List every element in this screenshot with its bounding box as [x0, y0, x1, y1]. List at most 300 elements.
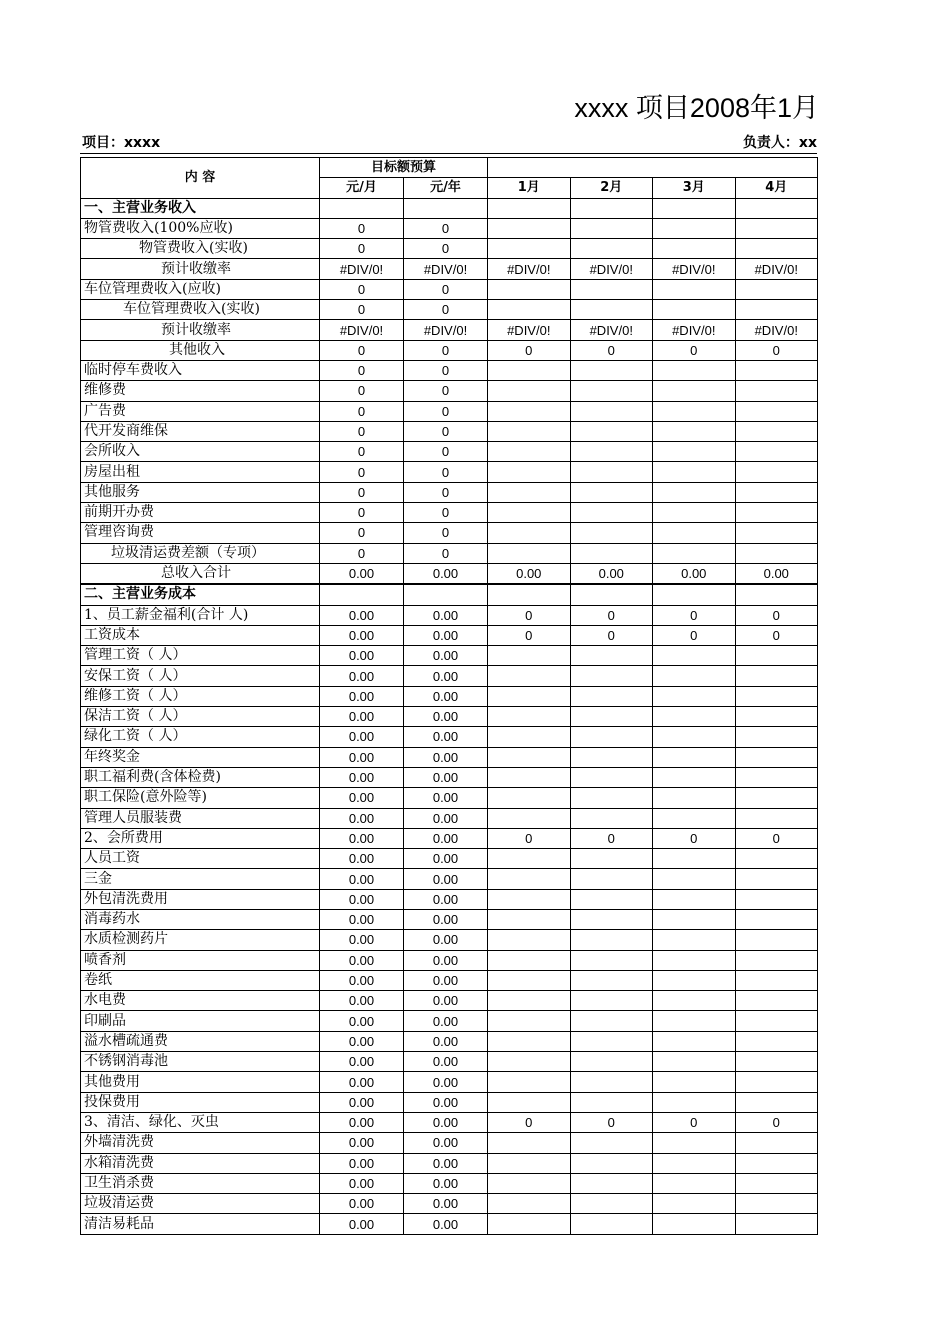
row-label: 前期开办费 [81, 503, 320, 523]
table-cell [735, 666, 818, 686]
table-cell [488, 543, 571, 563]
table-cell [735, 218, 818, 238]
table-cell [735, 503, 818, 523]
row-label: 外包清洗费用 [81, 889, 320, 909]
table-cell: #DIV/0! [653, 259, 736, 279]
row-label: 年终奖金 [81, 747, 320, 767]
row-label: 垃圾清运费差额（专项） [81, 543, 320, 563]
table-cell: 0.00 [404, 563, 488, 584]
table-row [81, 198, 818, 218]
table-cell: 0.00 [404, 1133, 488, 1153]
row-label: 垃圾清运费 [81, 1194, 320, 1214]
table-cell [570, 442, 653, 462]
table-cell: 0 [320, 218, 404, 238]
table-cell [653, 1214, 736, 1234]
table-cell [488, 991, 571, 1011]
table-cell: 0 [653, 605, 736, 625]
table-cell [570, 218, 653, 238]
table-cell: 0 [570, 340, 653, 360]
table-cell [735, 300, 818, 320]
table-cell: 0.00 [404, 808, 488, 828]
table-cell [735, 381, 818, 401]
table-cell: 0.00 [320, 686, 404, 706]
row-label: 职工福利费(含体检费) [81, 767, 320, 787]
table-cell [488, 300, 571, 320]
table-cell: 0.00 [320, 747, 404, 767]
table-cell: 0.00 [404, 1214, 488, 1234]
table-cell: 0 [653, 828, 736, 848]
table-cell: 0.00 [404, 666, 488, 686]
table-cell [653, 1173, 736, 1193]
table-cell [488, 1092, 571, 1112]
table-cell: #DIV/0! [570, 259, 653, 279]
table-cell [570, 788, 653, 808]
table-cell [488, 849, 571, 869]
table-cell [735, 482, 818, 502]
table-cell [488, 747, 571, 767]
table-cell [570, 889, 653, 909]
table-cell [653, 523, 736, 543]
table-cell: 0.00 [404, 1052, 488, 1072]
row-label: 三金 [81, 869, 320, 889]
per-month-header: 元/月 [320, 178, 404, 198]
table-cell: 0.00 [404, 767, 488, 787]
table-cell: 0.00 [404, 828, 488, 848]
table-cell [653, 930, 736, 950]
table-cell [653, 239, 736, 259]
table-cell [570, 239, 653, 259]
table-cell: 0 [320, 462, 404, 482]
table-cell: 0 [653, 625, 736, 645]
table-cell: 0 [570, 828, 653, 848]
table-cell [735, 1031, 818, 1051]
table-cell: 0.00 [404, 1173, 488, 1193]
table-cell: 0.00 [320, 666, 404, 686]
row-label: 溢水槽疏通费 [81, 1031, 320, 1051]
row-label: 消毒药水 [81, 909, 320, 929]
table-cell: 0 [404, 381, 488, 401]
table-cell: 0.00 [320, 869, 404, 889]
table-cell: 0.00 [320, 1072, 404, 1092]
table-row [81, 828, 818, 848]
table-cell [570, 543, 653, 563]
table-cell: 0.00 [320, 1133, 404, 1153]
table-cell [570, 584, 653, 605]
table-cell [488, 930, 571, 950]
table-cell [735, 1133, 818, 1153]
table-cell [653, 767, 736, 787]
table-row [81, 584, 818, 605]
table-cell [653, 421, 736, 441]
row-label: 二、主营业务成本 [81, 584, 320, 605]
row-label: 房屋出租 [81, 462, 320, 482]
row-label: 临时停车费收入 [81, 360, 320, 380]
table-cell [653, 1031, 736, 1051]
table-cell [653, 808, 736, 828]
row-label: 不锈钢消毒池 [81, 1052, 320, 1072]
row-label: 1、员工薪金福利(合计 人) [81, 605, 320, 625]
table-row [81, 523, 818, 543]
table-cell [570, 279, 653, 299]
table-cell: 0.00 [404, 889, 488, 909]
row-label: 管理人员服装费 [81, 808, 320, 828]
table-cell: 0.00 [404, 1153, 488, 1173]
table-row [81, 707, 818, 727]
table-cell: 0 [404, 543, 488, 563]
table-cell: 0.00 [320, 727, 404, 747]
table-cell [570, 1194, 653, 1214]
table-cell [653, 950, 736, 970]
table-cell: 0 [653, 1112, 736, 1132]
table-cell [488, 1214, 571, 1234]
month-header: 4月 [735, 178, 818, 198]
project-label: 项目：xxxx [82, 135, 161, 151]
table-cell [735, 889, 818, 909]
table-cell: 0.00 [404, 1031, 488, 1051]
table-row [81, 401, 818, 421]
row-label: 其他费用 [81, 1072, 320, 1092]
row-label: 绿化工资（ 人） [81, 727, 320, 747]
table-cell: 0 [320, 523, 404, 543]
table-cell [653, 543, 736, 563]
table-cell [570, 808, 653, 828]
table-cell [488, 442, 571, 462]
table-cell [653, 503, 736, 523]
table-cell: 0.00 [653, 563, 736, 584]
table-cell [653, 1194, 736, 1214]
table-cell [570, 523, 653, 543]
table-cell [735, 849, 818, 869]
row-label: 预计收缴率 [81, 259, 320, 279]
row-label: 车位管理费收入(实收) [81, 300, 320, 320]
row-label: 2、会所费用 [81, 828, 320, 848]
table-cell: 0.00 [320, 808, 404, 828]
table-cell: 0 [404, 279, 488, 299]
row-label: 职工保险(意外险等) [81, 788, 320, 808]
table-cell [735, 970, 818, 990]
table-cell: 0.00 [404, 727, 488, 747]
table-cell [488, 666, 571, 686]
table-cell [570, 767, 653, 787]
table-cell [570, 421, 653, 441]
table-cell [653, 747, 736, 767]
table-cell [735, 707, 818, 727]
table-cell: 0 [570, 625, 653, 645]
table-cell [404, 584, 488, 605]
month-header: 1月 [488, 178, 571, 198]
table-cell: 0 [488, 1112, 571, 1132]
table-cell [488, 1031, 571, 1051]
table-cell [488, 523, 571, 543]
table-cell [653, 686, 736, 706]
table-row [81, 849, 818, 869]
table-cell [570, 1072, 653, 1092]
table-cell [570, 381, 653, 401]
table-cell [735, 462, 818, 482]
table-row [81, 767, 818, 787]
table-row [81, 991, 818, 1011]
table-cell [570, 1173, 653, 1193]
table-cell [653, 666, 736, 686]
table-cell: 0 [320, 381, 404, 401]
table-cell: 0.00 [320, 646, 404, 666]
table-cell [488, 889, 571, 909]
row-label: 管理工资（ 人） [81, 646, 320, 666]
table-cell: 0.00 [320, 707, 404, 727]
table-row [81, 340, 818, 360]
table-cell [653, 646, 736, 666]
table-cell [653, 300, 736, 320]
table-row [81, 605, 818, 625]
table-cell: 0.00 [404, 869, 488, 889]
table-cell: 0.00 [404, 605, 488, 625]
table-cell: 0.00 [320, 1214, 404, 1234]
table-cell [488, 421, 571, 441]
table-cell: 0.00 [320, 788, 404, 808]
table-cell [570, 666, 653, 686]
table-cell [653, 1153, 736, 1173]
row-label: 水质检测药片 [81, 930, 320, 950]
table-cell: 0.00 [404, 747, 488, 767]
row-label: 3、清洁、绿化、灭虫 [81, 1112, 320, 1132]
table-cell: #DIV/0! [735, 320, 818, 340]
table-cell [735, 1052, 818, 1072]
table-cell: 0.00 [735, 563, 818, 584]
table-cell [735, 808, 818, 828]
months-group-header [488, 158, 818, 178]
table-cell [488, 218, 571, 238]
table-cell [570, 747, 653, 767]
table-cell [653, 869, 736, 889]
header-divider [80, 153, 817, 154]
table-cell: 0 [320, 401, 404, 421]
table-cell: 0 [735, 1112, 818, 1132]
table-cell [488, 360, 571, 380]
row-label: 外墙清洗费 [81, 1133, 320, 1153]
table-cell [570, 930, 653, 950]
table-cell [735, 909, 818, 929]
table-row [81, 218, 818, 238]
table-cell [653, 788, 736, 808]
table-cell: #DIV/0! [488, 320, 571, 340]
table-cell: 0 [488, 340, 571, 360]
table-cell: 0.00 [404, 686, 488, 706]
table-row [81, 421, 818, 441]
table-cell: 0 [404, 401, 488, 421]
row-label: 水电费 [81, 991, 320, 1011]
table-cell [488, 279, 571, 299]
table-cell: 0.00 [404, 909, 488, 929]
table-cell [653, 970, 736, 990]
content-header: 内 容 [81, 158, 320, 199]
table-cell: 0.00 [320, 1052, 404, 1072]
table-cell: 0.00 [404, 991, 488, 1011]
table-cell [653, 849, 736, 869]
table-cell [488, 727, 571, 747]
table-cell: 0.00 [320, 563, 404, 584]
table-cell [653, 991, 736, 1011]
table-row [81, 1112, 818, 1132]
table-cell: 0 [488, 605, 571, 625]
table-cell [570, 401, 653, 421]
table-cell [653, 482, 736, 502]
table-cell: 0.00 [488, 563, 571, 584]
table-row [81, 727, 818, 747]
table-row [81, 1072, 818, 1092]
table-row [81, 909, 818, 929]
table-cell [735, 747, 818, 767]
table-cell [570, 727, 653, 747]
table-row [81, 1214, 818, 1234]
table-cell [570, 646, 653, 666]
table-cell: 0 [320, 482, 404, 502]
table-row [81, 646, 818, 666]
table-cell [735, 950, 818, 970]
table-cell: 0.00 [320, 605, 404, 625]
table-cell [570, 970, 653, 990]
table-cell: 0.00 [320, 767, 404, 787]
row-label: 会所收入 [81, 442, 320, 462]
table-cell: 0.00 [404, 788, 488, 808]
table-cell: 0.00 [320, 889, 404, 909]
table-cell: 0.00 [404, 1072, 488, 1092]
row-label: 管理咨询费 [81, 523, 320, 543]
table-cell: #DIV/0! [735, 259, 818, 279]
per-year-header: 元/年 [404, 178, 488, 198]
table-cell: #DIV/0! [488, 259, 571, 279]
table-cell: #DIV/0! [570, 320, 653, 340]
table-cell [488, 788, 571, 808]
table-cell: 0 [404, 462, 488, 482]
table-cell [570, 869, 653, 889]
table-cell [488, 1052, 571, 1072]
table-cell [653, 1133, 736, 1153]
row-label: 卷纸 [81, 970, 320, 990]
table-row [81, 1092, 818, 1112]
table-cell [488, 198, 571, 218]
table-cell: 0.00 [320, 1153, 404, 1173]
table-cell [570, 300, 653, 320]
table-cell [488, 646, 571, 666]
table-cell [735, 1214, 818, 1234]
table-cell [735, 869, 818, 889]
table-cell [488, 970, 571, 990]
table-cell [570, 1153, 653, 1173]
table-cell [488, 1153, 571, 1173]
table-cell: 0 [735, 828, 818, 848]
table-row [81, 462, 818, 482]
table-cell [488, 381, 571, 401]
table-cell [488, 1173, 571, 1193]
table-cell: 0.00 [320, 1173, 404, 1193]
table-cell [735, 1153, 818, 1173]
table-cell: 0.00 [404, 1112, 488, 1132]
table-cell: #DIV/0! [653, 320, 736, 340]
table-cell: 0.00 [320, 1112, 404, 1132]
table-row [81, 889, 818, 909]
table-row [81, 360, 818, 380]
row-label: 其他收入 [81, 340, 320, 360]
responsible-label: 负责人：xx [742, 135, 817, 151]
table-row [81, 320, 818, 340]
row-label: 工资成本 [81, 625, 320, 645]
table-cell [570, 1092, 653, 1112]
table-cell [653, 401, 736, 421]
table-cell [488, 401, 571, 421]
table-cell [653, 1011, 736, 1031]
table-cell [570, 1133, 653, 1153]
table-cell: 0.00 [320, 1194, 404, 1214]
table-cell [735, 239, 818, 259]
table-row [81, 1011, 818, 1031]
table-row [81, 543, 818, 563]
table-row [81, 625, 818, 645]
table-cell: 0.00 [320, 970, 404, 990]
table-cell [570, 991, 653, 1011]
table-cell: 0 [404, 360, 488, 380]
table-cell [570, 482, 653, 502]
row-label: 投保费用 [81, 1092, 320, 1112]
table-cell: 0.00 [404, 970, 488, 990]
row-label: 物管费收入(100%应收) [81, 218, 320, 238]
row-label: 广告费 [81, 401, 320, 421]
table-cell: 0.00 [404, 625, 488, 645]
table-cell [488, 1072, 571, 1092]
table-cell: #DIV/0! [320, 259, 404, 279]
row-label: 清洁易耗品 [81, 1214, 320, 1234]
table-cell [653, 1072, 736, 1092]
table-cell [735, 1092, 818, 1112]
table-cell [570, 462, 653, 482]
table-cell [488, 707, 571, 727]
table-cell [735, 1011, 818, 1031]
table-row [81, 442, 818, 462]
row-label: 保洁工资（ 人） [81, 707, 320, 727]
table-row [81, 869, 818, 889]
table-cell [653, 218, 736, 238]
table-row [81, 1194, 818, 1214]
table-cell: 0.00 [320, 950, 404, 970]
table-cell: #DIV/0! [404, 259, 488, 279]
budget-table [80, 157, 818, 1235]
table-cell: 0.00 [320, 1011, 404, 1031]
table-cell: #DIV/0! [320, 320, 404, 340]
table-row [81, 930, 818, 950]
table-cell: 0 [735, 340, 818, 360]
table-cell: 0 [404, 442, 488, 462]
row-label: 代开发商维保 [81, 421, 320, 441]
table-cell [735, 788, 818, 808]
row-label: 车位管理费收入(应收) [81, 279, 320, 299]
table-cell [488, 1194, 571, 1214]
table-cell [735, 584, 818, 605]
row-label: 维修费 [81, 381, 320, 401]
table-cell: 0 [404, 482, 488, 502]
table-row [81, 970, 818, 990]
table-row [81, 1153, 818, 1173]
table-cell [488, 503, 571, 523]
table-cell [653, 198, 736, 218]
table-cell: 0.00 [404, 1011, 488, 1031]
table-cell: 0.00 [320, 1031, 404, 1051]
table-cell: 0 [404, 218, 488, 238]
table-cell [735, 727, 818, 747]
table-cell [488, 462, 571, 482]
table-cell [488, 482, 571, 502]
row-label: 人员工资 [81, 849, 320, 869]
row-label: 印刷品 [81, 1011, 320, 1031]
budget-header: 目标额预算 [320, 158, 488, 178]
